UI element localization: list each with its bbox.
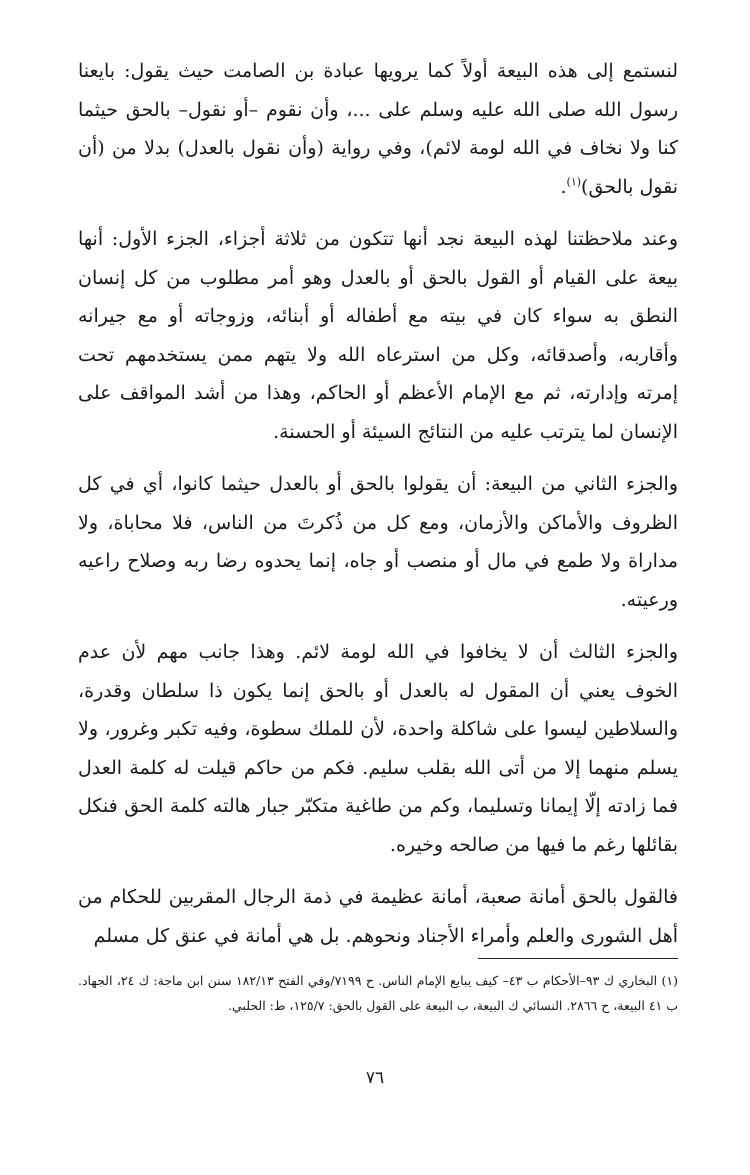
body-text <box>78 52 678 969</box>
paragraph-2: وعند ملاحظتنا لهذه البيعة نجد أنها تتكون من ثلاثة أجزاء، الجزء الأول: أنها بيعة على القيام أو القول بالحق أو بالعدل وهو أمر مطلوب من كل إنسان النطق به سواء كان في بيته مع أطفاله أو أبنائه، وزوجاته أو مع جيرانه وأقاربه، وأصدقائه، وكل من استرعاه الله ولا يتهم ممن يستخدمهم تحت إمرته وإدارته، ثم مع الإمام الأعظم أو الحاكم، وهذا من أشد المواقف على الإنسان لما يترتب عليه من النتائج السيئة أو الحسنة. <box>78 228 678 443</box>
paragraph-1-text: لنستمع إلى هذه البيعة أولاً كما يرويها عبادة بن الصامت حيث يقول: بايعنا رسول الله صلى الله عليه وسلم على ...، وأن نقوم –أو نقول– بالحق حيثما كنا ولا نخاف في الله لومة لائم)، وفي رواية (وأن نقول بالعدل) بدلا من (أن نقول بالحق) <box>78 60 678 198</box>
paragraph-3: والجزء الثاني من البيعة: أن يقولوا بالحق أو بالعدل حيثما كانوا، أي في كل الظروف والأماكن والأزمان، ومع كل من ذُكرتَ من الناس، فلا محاباة، ولا مداراة ولا طمع في مال أو منصب أو جاه، إنما يحدوه رضا ربه وصلاح راعيه ورعيته. <box>78 473 678 611</box>
footnote: (١) البخاري ك ٩٣–الأحكام ب ٤٣– كيف يبايع الإمام الناس. ح ٧١٩٩/وفي الفتح ١٨٢/١٣ سنن ابن ماجة: ك ٢٤، الجهاد. ب ٤١ البيعة، ح ٢٨٦٦. النسائي ك البيعة، ب البيعة على القول بالحق: ١٢٥/٧، ط: الحلبي. <box>78 973 679 1013</box>
footnote-reference: (١) <box>566 175 582 189</box>
paragraph-1-end: . <box>560 175 567 198</box>
paragraph-1 <box>78 52 678 206</box>
paragraph-5: فالقول بالحق أمانة صعبة، أمانة عظيمة في ذمة الرجال المقربين للحكام من أهل الشورى والعلم وأمراء الأجناد ونحوهم. بل هي أمانة في عنق كل مسلم <box>78 886 678 947</box>
footnote-divider <box>478 958 678 959</box>
page-number: ٧٦ <box>365 1068 385 1088</box>
paragraph-4: والجزء الثالث أن لا يخافوا في الله لومة لائم. وهذا جانب مهم لأن عدم الخوف يعني أن المقول له بالعدل أو بالحق إنما يكون ذا سلطان وقدرة، والسلاطين ليسوا على شاكلة واحدة، لأن للملك سطوة، وفيه تكبر وغرور، ولا يسلم منهما إلا من أتى الله بقلب سليم. فكم من حاكم قيلت له كلمة العدل فما زادته إلّا إيمانا وتسليما، وكم من طاغية متكبّر جبار هالته كلمة الحق فنكل بقائلها رغم ما فيها من صالحه وخيره. <box>78 641 678 856</box>
